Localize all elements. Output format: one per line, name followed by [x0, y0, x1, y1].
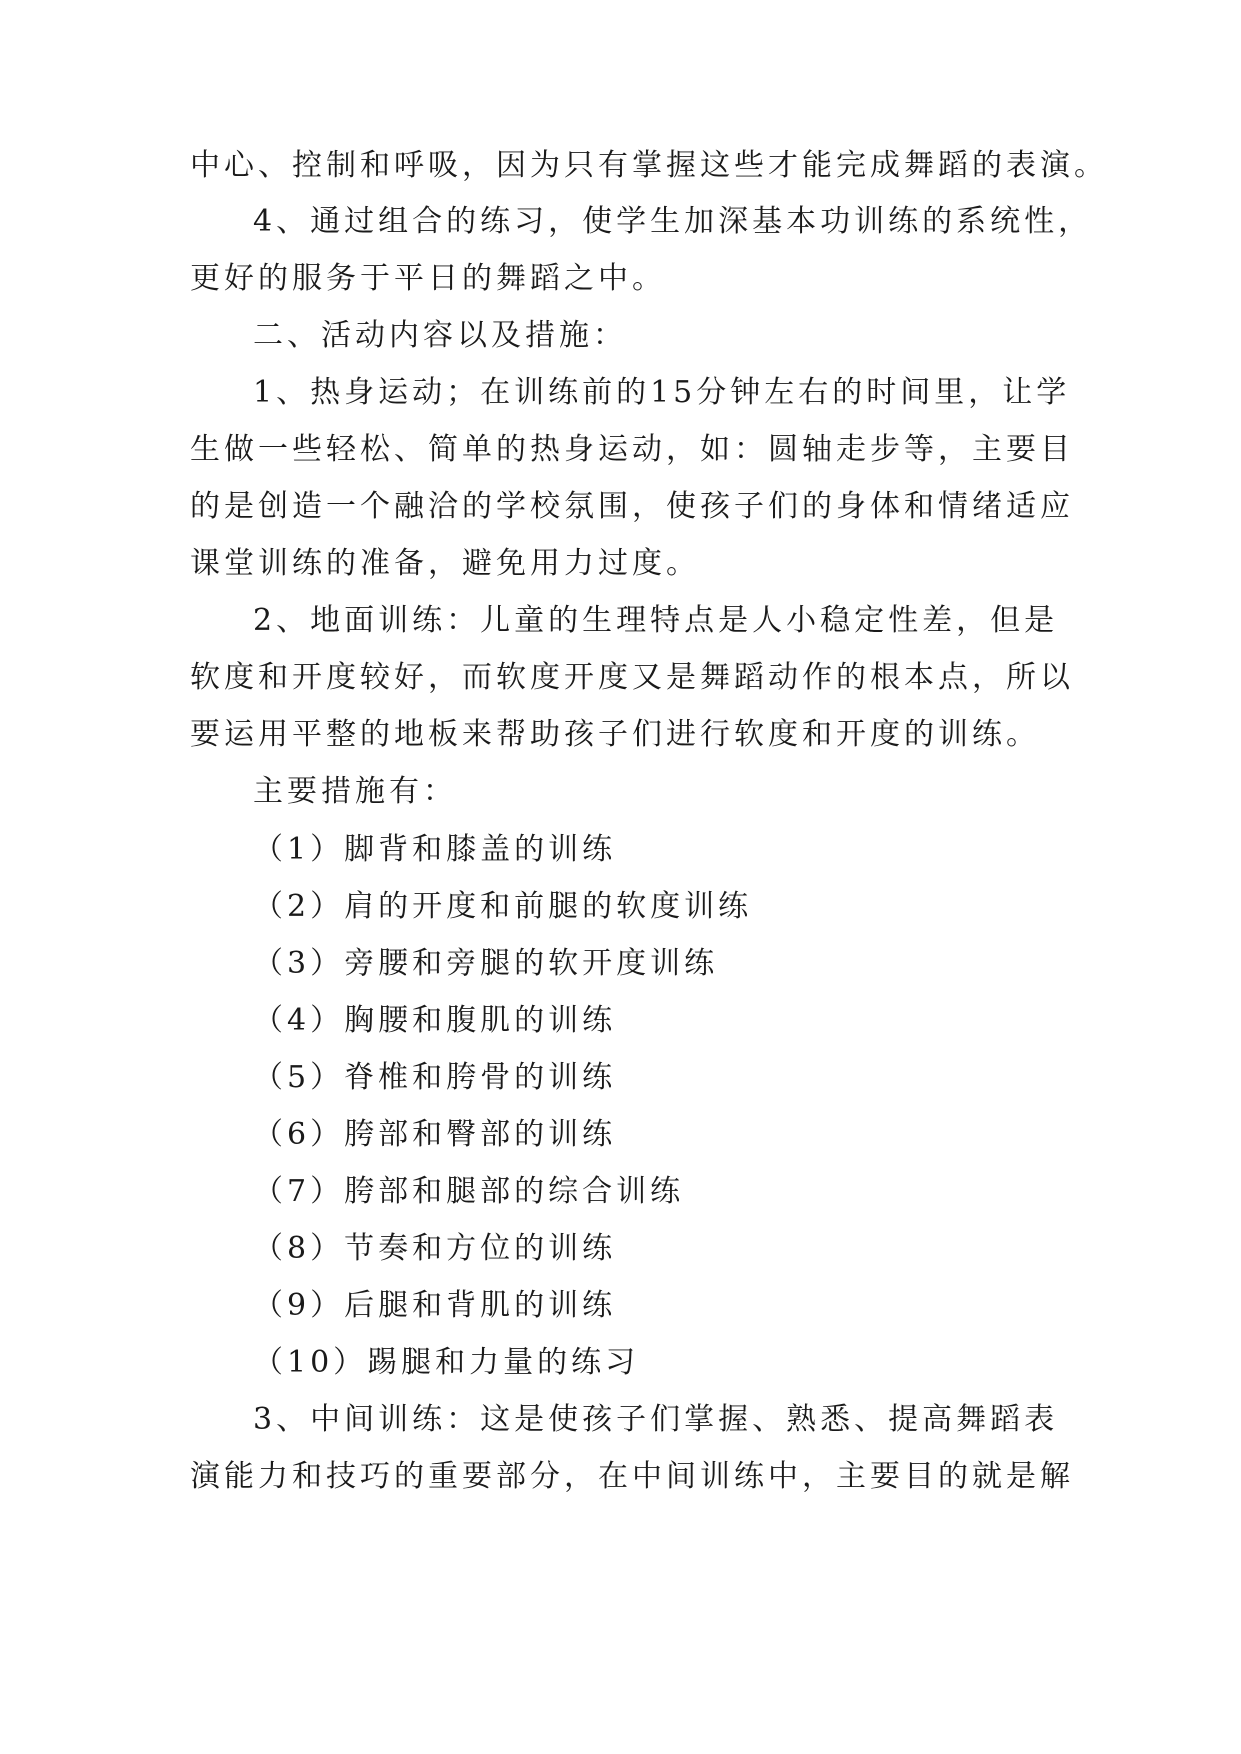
list-item: （4）胸腰和腹肌的训练 [253, 1003, 617, 1038]
paragraph-line: 课堂训练的准备，避免用力过度。 [190, 546, 700, 581]
paragraph-line: 要运用平整的地板来帮助孩子们进行软度和开度的训练。 [190, 717, 1040, 752]
section-heading: 二、活动内容以及措施： [253, 318, 627, 353]
paragraph-line: 4、通过组合的练习，使学生加深基本功训练的系统性， [253, 204, 1093, 239]
paragraph-line: 更好的服务于平日的舞蹈之中。 [190, 261, 666, 296]
list-item: （10）踢腿和力量的练习 [253, 1345, 640, 1380]
paragraph-line: 2、地面训练：儿童的生理特点是人小稳定性差，但是 [253, 603, 1059, 638]
list-item: （2）肩的开度和前腿的软度训练 [253, 889, 753, 924]
list-item: （7）胯部和腿部的综合训练 [253, 1174, 685, 1209]
paragraph-line: 演能力和技巧的重要部分，在中间训练中，主要目的就是解 [190, 1459, 1074, 1494]
paragraph-line: 软度和开度较好，而软度开度又是舞蹈动作的根本点，所以 [190, 660, 1074, 695]
paragraph-line: 3、中间训练：这是使孩子们掌握、熟悉、提高舞蹈表 [253, 1402, 1059, 1437]
paragraph-line: 的是创造一个融洽的学校氛围，使孩子们的身体和情绪适应 [190, 489, 1074, 524]
list-item: （9）后腿和背肌的训练 [253, 1288, 617, 1323]
paragraph-line: 生做一些轻松、简单的热身运动，如：圆轴走步等，主要目 [190, 432, 1074, 467]
list-item: （8）节奏和方位的训练 [253, 1231, 617, 1266]
paragraph-line: 中心、控制和呼吸，因为只有掌握这些才能完成舞蹈的表演。 [190, 148, 1108, 183]
list-item: （6）胯部和臀部的训练 [253, 1117, 617, 1152]
paragraph-line: 1、热身运动；在训练前的15分钟左右的时间里，让学 [253, 375, 1071, 410]
list-heading: 主要措施有： [253, 774, 457, 809]
list-item: （1）脚背和膝盖的训练 [253, 832, 617, 867]
list-item: （3）旁腰和旁腿的软开度训练 [253, 946, 719, 981]
list-item: （5）脊椎和胯骨的训练 [253, 1060, 617, 1095]
